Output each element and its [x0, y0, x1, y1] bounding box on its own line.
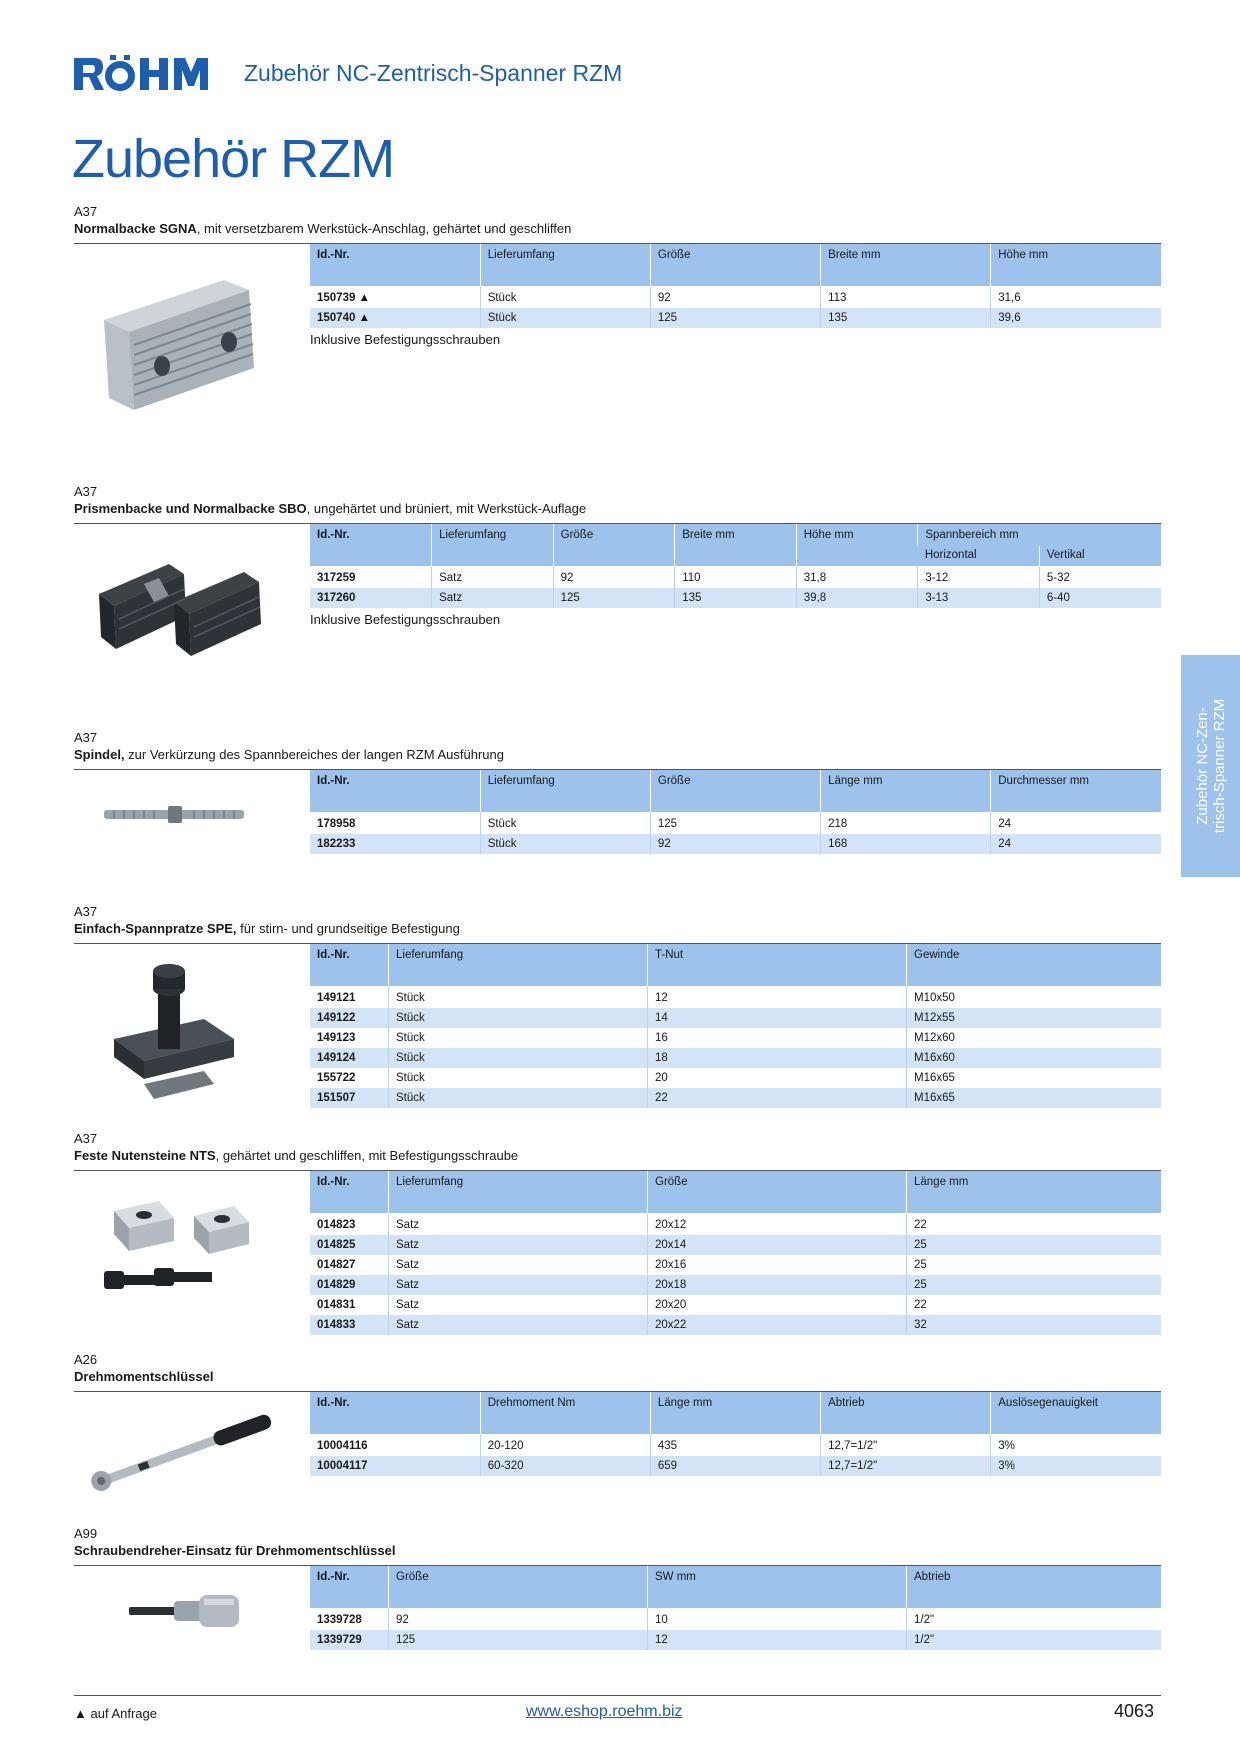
- table-sbo: [310, 524, 1161, 608]
- col-header: Durchmesser mm: [991, 770, 1161, 812]
- section-code: A37: [74, 1131, 98, 1146]
- table-spe: [310, 944, 1161, 1108]
- cell: 125: [650, 812, 820, 834]
- table-row: [310, 566, 1161, 588]
- col-header: Höhe mm: [991, 244, 1161, 286]
- cell: 014833: [310, 1315, 389, 1335]
- cell: 60-320: [480, 1456, 650, 1476]
- col-header: Abtrieb: [821, 1392, 991, 1434]
- footer-note: ▲ auf Anfrage: [74, 1706, 157, 1721]
- table-note: Inklusive Befestigungsschrauben: [310, 612, 501, 627]
- table-row: [310, 1213, 1161, 1235]
- col-header: Id.-Nr.: [310, 524, 432, 566]
- cell: Satz: [389, 1315, 648, 1335]
- cell: Satz: [389, 1295, 648, 1315]
- col-header: Höhe mm: [796, 524, 918, 566]
- cell: 25: [907, 1235, 1162, 1255]
- col-header: Länge mm: [821, 770, 991, 812]
- cell: 14: [648, 1008, 907, 1028]
- col-header: Id.-Nr.: [310, 1566, 389, 1608]
- cell: 22: [907, 1213, 1162, 1235]
- table-sgna: [310, 244, 1161, 328]
- col-header: Lieferumfang: [480, 244, 650, 286]
- cell: 1339729: [310, 1630, 389, 1650]
- cell: 12,7=1/2": [821, 1434, 991, 1456]
- table-row: [310, 1608, 1161, 1630]
- cell: M16x65: [907, 1068, 1162, 1088]
- cell: 218: [821, 812, 991, 834]
- cell: Stück: [389, 1088, 648, 1108]
- section-code: A37: [74, 904, 98, 919]
- section-description: Drehmomentschlüssel: [74, 1369, 214, 1384]
- cell: 20x14: [648, 1235, 907, 1255]
- cell: 92: [553, 566, 675, 588]
- cell: 12,7=1/2": [821, 1456, 991, 1476]
- cell: 10004116: [310, 1434, 480, 1456]
- col-header: Lieferumfang: [480, 770, 650, 812]
- table-row: [310, 1630, 1161, 1650]
- cell: Satz: [389, 1235, 648, 1255]
- section-code: A37: [74, 730, 98, 745]
- cell: 125: [650, 308, 820, 328]
- section-description: Schraubendreher-Einsatz für Drehmomentschlüssel: [74, 1543, 396, 1558]
- col-header: Breite mm: [675, 524, 797, 566]
- cell: M16x60: [907, 1048, 1162, 1068]
- cell: 014829: [310, 1275, 389, 1295]
- section-spe: [74, 904, 1161, 1104]
- col-header: Größe: [553, 524, 675, 566]
- cell: 182233: [310, 834, 480, 854]
- cell: 014827: [310, 1255, 389, 1275]
- cell: Stück: [389, 1028, 648, 1048]
- cell: 16: [648, 1028, 907, 1048]
- cell: Satz: [389, 1275, 648, 1295]
- cell: M12x60: [907, 1028, 1162, 1048]
- table-row: [310, 1275, 1161, 1295]
- cell: 20x12: [648, 1213, 907, 1235]
- col-header: T-Nut: [648, 944, 907, 986]
- col-header: Lieferumfang: [432, 524, 554, 566]
- cell: 3%: [991, 1456, 1161, 1476]
- cell: 6-40: [1039, 588, 1161, 608]
- col-header: Größe: [389, 1566, 648, 1608]
- cell: 150740 ▲: [310, 308, 480, 328]
- table-row: [310, 1088, 1161, 1108]
- cell: 31,6: [991, 286, 1161, 308]
- col-header: Drehmoment Nm: [480, 1392, 650, 1434]
- roehm-logo: [74, 54, 212, 94]
- table-row: [310, 1434, 1161, 1456]
- header-title: Zubehör NC-Zentrisch-Spanner RZM: [244, 60, 623, 86]
- table-row: [310, 308, 1161, 328]
- table-schraubendreher-einsatz: [310, 1566, 1161, 1650]
- section-code: A37: [74, 484, 98, 499]
- table-drehmomentschluessel: [310, 1392, 1161, 1476]
- section-code: A26: [74, 1352, 98, 1367]
- table-row: [310, 1255, 1161, 1275]
- cell: Stück: [480, 834, 650, 854]
- side-tab-line1: Zubehör NC-Zen-: [1193, 707, 1211, 825]
- col-header: Breite mm: [821, 244, 991, 286]
- section-spindel: [74, 730, 1161, 850]
- cell: 92: [389, 1608, 648, 1630]
- col-header: Größe: [648, 1171, 907, 1213]
- cell: 151507: [310, 1088, 389, 1108]
- side-tab-line2: trisch-Spanner RZM: [1210, 698, 1228, 834]
- cell: Satz: [389, 1255, 648, 1275]
- cell: M16x65: [907, 1088, 1162, 1108]
- col-header: Auslösegenauigkeit: [991, 1392, 1161, 1434]
- page-number: 4063: [1114, 1701, 1155, 1721]
- section-description: Einfach-Spannpratze SPE, für stirn- und grundseitige Befestigung: [74, 921, 460, 936]
- cell: 18: [648, 1048, 907, 1068]
- section-schraubendreher-einsatz: [74, 1526, 1161, 1646]
- cell: 110: [675, 566, 797, 588]
- cell: 12: [648, 1630, 907, 1650]
- cell: 3-13: [918, 588, 1040, 608]
- table-nts: [310, 1171, 1161, 1335]
- cell: 014831: [310, 1295, 389, 1315]
- product-image-drehmomentschluessel: [74, 1392, 274, 1502]
- col-header: Größe: [650, 244, 820, 286]
- cell: 32: [907, 1315, 1162, 1335]
- section-drehmomentschluessel: [74, 1352, 1161, 1472]
- page-title: Zubehör RZM: [72, 129, 395, 189]
- cell: 149121: [310, 986, 389, 1008]
- cell: 149124: [310, 1048, 389, 1068]
- cell: 659: [650, 1456, 820, 1476]
- table-row: [310, 1068, 1161, 1088]
- table-spindel: [310, 770, 1161, 854]
- cell: 92: [650, 834, 820, 854]
- col-header: Gewinde: [907, 944, 1162, 986]
- col-header: Id.-Nr.: [310, 944, 389, 986]
- section-code: A99: [74, 1526, 98, 1541]
- cell: Stück: [480, 812, 650, 834]
- section-sgna: [74, 204, 1161, 347]
- cell: Stück: [389, 986, 648, 1008]
- eshop-link[interactable]: www.eshop.roehm.biz: [526, 1703, 683, 1720]
- cell: M10x50: [907, 986, 1162, 1008]
- side-tab[interactable]: [1181, 655, 1240, 877]
- col-header: Id.-Nr.: [310, 1392, 480, 1434]
- col-header: SW mm: [648, 1566, 907, 1608]
- table-row: [310, 588, 1161, 608]
- cell: 150739 ▲: [310, 286, 480, 308]
- section-description: Feste Nutensteine NTS, gehärtet und geschliffen, mit Befestigungsschraube: [74, 1148, 519, 1163]
- section-description: Spindel, zur Verkürzung des Spannbereiches der langen RZM Ausführung: [74, 747, 504, 762]
- table-row: [310, 286, 1161, 308]
- cell: 25: [907, 1275, 1162, 1295]
- cell: 31,8: [796, 566, 918, 588]
- cell: Stück: [480, 286, 650, 308]
- cell: 5-32: [1039, 566, 1161, 588]
- col-header: Länge mm: [650, 1392, 820, 1434]
- table-row: [310, 834, 1161, 854]
- cell: 155722: [310, 1068, 389, 1088]
- cell: 22: [648, 1088, 907, 1108]
- product-image-nutensteine: [74, 1176, 274, 1336]
- table-row: [310, 1008, 1161, 1028]
- cell: 135: [821, 308, 991, 328]
- cell: 149123: [310, 1028, 389, 1048]
- table-row: [310, 1295, 1161, 1315]
- col-header: Länge mm: [907, 1171, 1162, 1213]
- col-header: Lieferumfang: [389, 944, 648, 986]
- footer-rule: [74, 1695, 1161, 1696]
- cell: 12: [648, 986, 907, 1008]
- cell: 3-12: [918, 566, 1040, 588]
- cell: 317260: [310, 588, 432, 608]
- cell: 3%: [991, 1434, 1161, 1456]
- col-header: Id.-Nr.: [310, 244, 480, 286]
- table-row: [310, 1315, 1161, 1335]
- cell: 22: [907, 1295, 1162, 1315]
- table-row: [310, 1235, 1161, 1255]
- col-header: Spannbereich mm: [918, 524, 1161, 546]
- product-image-spannpratze: [74, 949, 274, 1119]
- cell: Satz: [389, 1213, 648, 1235]
- cell: 20x20: [648, 1295, 907, 1315]
- cell: 113: [821, 286, 991, 308]
- cell: 149122: [310, 1008, 389, 1028]
- product-image-schraubendreher-einsatz: [74, 1581, 274, 1641]
- table-row: [310, 1048, 1161, 1068]
- cell: 20x22: [648, 1315, 907, 1335]
- cell: 1/2": [907, 1608, 1162, 1630]
- table-row: [310, 812, 1161, 834]
- cell: 20x16: [648, 1255, 907, 1275]
- col-header: Id.-Nr.: [310, 1171, 389, 1213]
- cell: 125: [553, 588, 675, 608]
- section-description: Prismenbacke und Normalbacke SBO, ungehärtet und brüniert, mit Werkstück-Auflage: [74, 501, 587, 516]
- section-nts: [74, 1131, 1161, 1331]
- cell: 20-120: [480, 1434, 650, 1456]
- cell: Stück: [389, 1048, 648, 1068]
- section-sbo: [74, 484, 1161, 627]
- col-subheader: Horizontal: [918, 546, 1040, 566]
- product-image-normalbacke: [74, 260, 264, 420]
- col-header: Lieferumfang: [389, 1171, 648, 1213]
- section-code: A37: [74, 204, 98, 219]
- cell: 20: [648, 1068, 907, 1088]
- cell: Stück: [389, 1068, 648, 1088]
- cell: 92: [650, 286, 820, 308]
- cell: 1/2": [907, 1630, 1162, 1650]
- table-row: [310, 1028, 1161, 1048]
- col-header: Id.-Nr.: [310, 770, 480, 812]
- cell: 39,6: [991, 308, 1161, 328]
- col-header: Größe: [650, 770, 820, 812]
- cell: 25: [907, 1255, 1162, 1275]
- cell: Satz: [432, 588, 554, 608]
- cell: 20x18: [648, 1275, 907, 1295]
- cell: 014825: [310, 1235, 389, 1255]
- col-subheader: Vertikal: [1039, 546, 1161, 566]
- cell: Stück: [480, 308, 650, 328]
- cell: 10: [648, 1608, 907, 1630]
- section-description: Normalbacke SGNA, mit versetzbarem Werkstück-Anschlag, gehärtet und geschliffen: [74, 221, 572, 236]
- cell: 24: [991, 812, 1161, 834]
- product-image-prismenbacke: [74, 534, 274, 664]
- cell: 317259: [310, 566, 432, 588]
- cell: 39,8: [796, 588, 918, 608]
- table-row: [310, 1456, 1161, 1476]
- cell: Satz: [432, 566, 554, 588]
- product-image-spindel: [74, 800, 274, 830]
- cell: 1339728: [310, 1608, 389, 1630]
- cell: 168: [821, 834, 991, 854]
- table-row: [310, 986, 1161, 1008]
- cell: 135: [675, 588, 797, 608]
- cell: 125: [389, 1630, 648, 1650]
- cell: 178958: [310, 812, 480, 834]
- cell: 014823: [310, 1213, 389, 1235]
- cell: 10004117: [310, 1456, 480, 1476]
- cell: 435: [650, 1434, 820, 1456]
- cell: 24: [991, 834, 1161, 854]
- table-note: Inklusive Befestigungsschrauben: [310, 332, 501, 347]
- cell: Stück: [389, 1008, 648, 1028]
- col-header: Abtrieb: [907, 1566, 1162, 1608]
- cell: M12x55: [907, 1008, 1162, 1028]
